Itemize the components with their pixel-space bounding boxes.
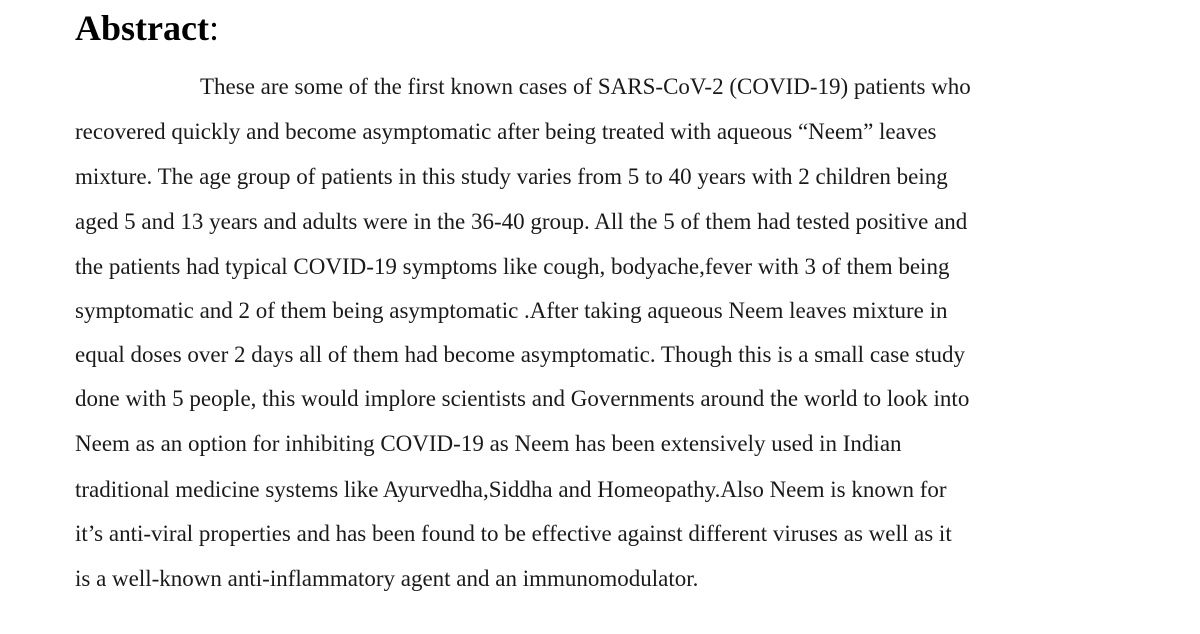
abstract-line-5: the patients had typical COVID-19 symptoms like cough, bodyache,fever with 3 of them being — [75, 254, 950, 279]
abstract-heading-word: Abstract — [75, 8, 209, 48]
abstract-line-8: done with 5 people, this would implore scientists and Governments around the world to look into — [75, 386, 970, 411]
abstract-heading — [75, 6, 219, 50]
abstract-line-10: traditional medicine systems like Ayurvedha,Siddha and Homeopathy.Also Neem is known for — [75, 477, 947, 502]
abstract-line-3: mixture. The age group of patients in this study varies from 5 to 40 years with 2 children being — [75, 164, 948, 189]
abstract-line-6: symptomatic and 2 of them being asymptomatic .After taking aqueous Neem leaves mixture in — [75, 298, 948, 323]
abstract-line-7: equal doses over 2 days all of them had become asymptomatic. Though this is a small case study — [75, 342, 965, 367]
abstract-line-1: These are some of the first known cases of SARS-CoV-2 (COVID-19) patients who — [200, 74, 971, 99]
abstract-line-4: aged 5 and 13 years and adults were in the 36-40 group. All the 5 of them had tested positive and — [75, 209, 968, 234]
abstract-line-9: Neem as an option for inhibiting COVID-19 as Neem has been extensively used in Indian — [75, 431, 902, 456]
abstract-heading-colon: : — [208, 8, 219, 48]
abstract-line-12: is a well-known anti-inflammatory agent and an immunomodulator. — [75, 566, 699, 591]
abstract-line-2: recovered quickly and become asymptomatic after being treated with aqueous “Neem” leaves — [75, 119, 937, 144]
abstract-line-11: it’s anti-viral properties and has been found to be effective against different viruses as well as it — [75, 521, 952, 546]
